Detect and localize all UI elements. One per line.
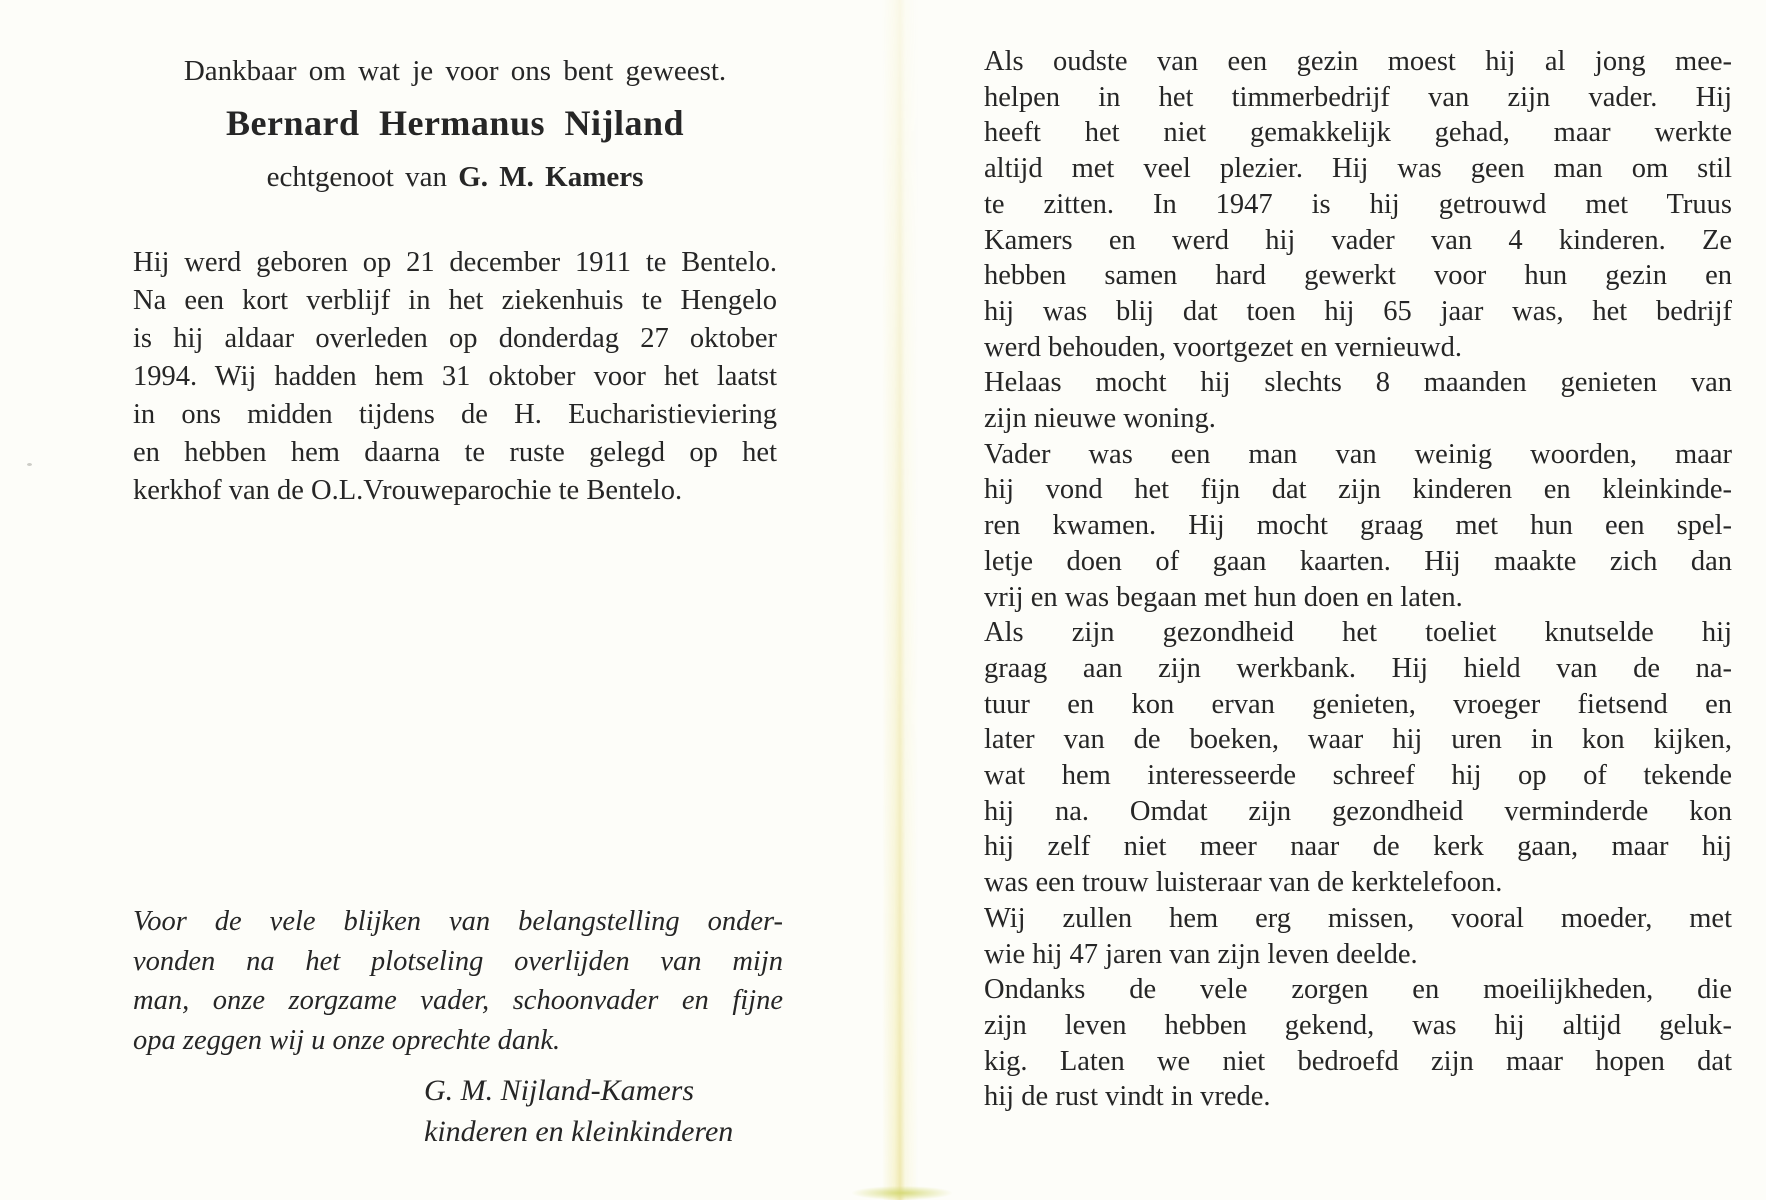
scan-speck [27,463,32,466]
text-line: helpen in het timmerbedrijf van zijn vader. Hij [984,81,1732,113]
relation-prefix: echtgenoot van [266,161,459,193]
text-line: hij was blij dat toen hij 65 jaar was, het bedrijf [984,295,1732,327]
text-line: Hij werd geboren op 21 december 1911 te Bentelo. [133,247,777,278]
text-line: 1994. Wij hadden hem 31 oktober voor het laatst [133,361,777,392]
biography-paragraph [133,244,777,510]
text-line: vonden na het plotseling overlijden van mijn [133,945,783,977]
paragraph [984,901,1732,972]
text-line: heeft het niet gemakkelijk gehad, maar werkte [984,117,1732,149]
text-line: Na een kort verblijf in het ziekenhuis te Hengelo [133,285,777,316]
text-line: hij zelf niet meer naar de kerk gaan, maar hij [984,831,1732,863]
text-line: Voor de vele blijken van belangstelling onder- [133,906,783,937]
text-line: Kamers en werd hij vader van 4 kinderen. Ze [984,224,1732,256]
dedication-line: Dankbaar om wat je voor ons bent geweest. [183,55,727,87]
text-line: tuur en kon ervan genieten, vroeger fietsend en [984,688,1732,720]
paragraph [984,44,1732,365]
text-line: Ondanks de vele zorgen en moeilijkheden, die [984,974,1732,1006]
paragraph [984,615,1732,901]
paragraph [984,972,1732,1115]
text-line: zijn leven hebben gekend, was hij altijd geluk- [984,1009,1732,1041]
text-line: hij vond het fijn dat zijn kinderen en kleinkinde- [984,474,1732,506]
text-line: Helaas mocht hij slechts 8 maanden genieten van [984,367,1732,399]
bottom-fold-smudge [852,1186,952,1200]
text-line: Wij zullen hem erg missen, vooral moeder, met [984,902,1732,934]
text-line: wat hem interesseerde schreef hij op of tekende [984,760,1732,792]
text-line: is hij aldaar overleden op donderdag 27 oktober [133,323,777,354]
text-line: vrij en was begaan met hun doen en laten. [984,581,1463,613]
text-line: werd behouden, voortgezet en vernieuwd. [984,331,1462,363]
signature-block [424,1070,733,1152]
text-line: graag aan zijn werkbank. Hij hield van de na- [984,652,1732,684]
text-line: hij na. Omdat zijn gezondheid verminderde kon [984,795,1732,827]
deceased-name: Bernard Hermanus Nijland [225,103,685,143]
text-line: kig. Laten we niet bedroefd zijn maar hopen dat [984,1045,1732,1077]
text-line: later van de boeken, waar hij uren in kon kijken, [984,724,1732,756]
acknowledgement-paragraph [133,902,783,1060]
text-line: wie hij 47 jaren van zijn leven deelde. [984,938,1418,970]
text-line: man, onze zorgzame vader, schoonvader en fijne [133,985,783,1016]
text-line: Vader was een man van weinig woorden, maar [984,438,1732,470]
relation-line [133,161,777,194]
text-line: zijn nieuwe woning. [984,403,1216,435]
text-line: was een trouw luisteraar van de kerktelefoon. [984,867,1503,899]
text-line: letje doen of gaan kaarten. Hij maakte zich dan [984,545,1732,577]
text-line: hij de rust vindt in vrede. [984,1081,1271,1113]
spouse-name: G. M. Kamers [458,161,644,193]
text-line: Als zijn gezondheid het toeliet knutselde hij [984,617,1732,649]
paragraph [984,437,1732,616]
text-line: en hebben hem daarna te ruste gelegd op het [133,437,777,468]
paragraph [984,365,1732,436]
text-line: opa zeggen wij u onze oprechte dank. [133,1024,561,1056]
life-story-column [984,44,1732,1115]
text-line: in ons midden tijdens de H. Eucharistieviering [133,399,777,430]
center-fold-crease [882,0,918,1200]
text-line: ren kwamen. Hij mocht graag met hun een spel- [984,510,1732,542]
text-line: te zitten. In 1947 is hij getrouwd met Truus [984,188,1732,220]
signature-subscript: kinderen en kleinkinderen [424,1115,734,1148]
text-line: kerkhof van de O.L.Vrouweparochie te Bentelo. [133,475,683,506]
signature-name: G. M. Nijland-Kamers [424,1074,694,1107]
text-line: hebben samen hard gewerkt voor hun gezin en [984,260,1732,292]
text-line: Als oudste van een gezin moest hij al jong mee- [984,46,1732,77]
text-line: altijd met veel plezier. Hij was geen man om stil [984,153,1732,185]
